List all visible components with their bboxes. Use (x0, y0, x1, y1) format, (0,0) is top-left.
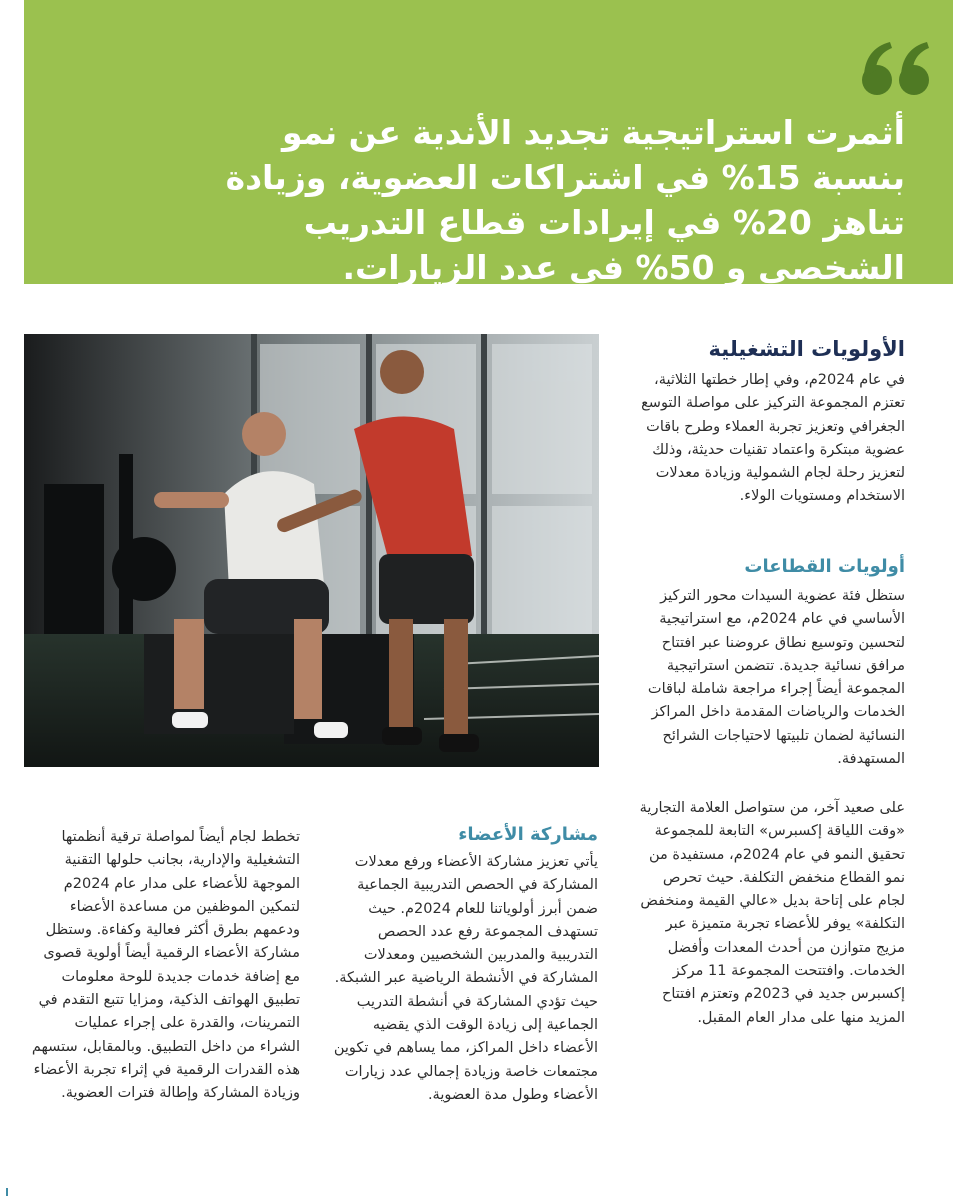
operational-priorities-text: في عام 2024م، وفي إطار خطتها الثلاثية، تعتزم المجموعة التركيز على مواصلة التوسع الجغرافي وتعزيز تجربة العملاء وطرح باقات عضوية مبتكرة واعتماد تقنيات حديثة، وذلك لتعزيز رحلة لجام الشمولية وزيادة معدلات الاستخدام ومستويات الولاء. (641, 372, 905, 505)
sector-priorities-text: ستظل فئة عضوية السيدات محور التركيز الأساسي في عام 2024م، مع استراتيجية لتحسين وتوسيع نطاق عروضنا عبر افتتاح مرافق نسائية جديدة. تتضمن استراتيجية المجموعة أيضاً إجراء مراجعة شاملة لباقات الخدمات والرياضات المقدمة داخل المراكز النسائية لضمان تلبيتها لاحتياجات الشرائح المستهدفة. (647, 588, 905, 768)
gym-training-photo (24, 334, 599, 767)
member-engagement-text: يأتي تعزيز مشاركة الأعضاء ورفع معدلات المشاركة في الحصص التدريبية الجماعية ضمن أبرز أولوياتنا للعام 2024م. حيث تستهدف المجموعة رفع عدد الحصص التدريبية والمدربين الشخصيين ومعدلات المشاركة في الأنشطة الرياضية عبر الشبكة. حيث تؤدي المشاركة في أنشطة التدريب الجماعية إلى زيادة الوقت الذي يقضيه الأعضاء داخل المراكز، مما يساهم في تكوين مجتمعات خاصة وزيادة إجمالي عدد زيارات الأعضاء وطول مدة العضوية. (333, 854, 598, 1103)
member-engagement-heading: مشاركة الأعضاء (458, 824, 598, 845)
sector-priorities-section (633, 556, 905, 771)
express-brand-section (633, 797, 905, 1030)
pull-quote: أثمرت استراتيجية تجديد الأندية عن نمو بنسبة 15% في اشتراكات العضوية، وزيادة تناهز 20% في إيرادات قطاع التدريب الشخصي و 50% في عدد الزيارات. (225, 113, 905, 287)
quote-banner (24, 0, 953, 287)
sector-priorities-heading: أولويات القطاعات (744, 556, 905, 577)
operational-priorities-section (633, 337, 905, 509)
digital-systems-section (30, 826, 300, 1106)
member-engagement-section (328, 824, 598, 1107)
digital-systems-text: تخطط لجام أيضاً لمواصلة ترقية أنظمتها التشغيلية والإدارية، بجانب حلولها التقنية الموجهة للأعضاء على مدار عام 2024م لتمكين الموظفين من مساعدة الأعضاء ودعمهم بطرق أكثر فعالية وكفاءة. وستظل مشاركة الأعضاء الرقمية أيضاً أولوية قصوى مع إضافة خدمات جديدة للوحة معلومات تطبيق الهواتف الذكية، ومزايا تتبع التقدم في التمرينات، والقدرة على إجراء عمليات الشراء من داخل التطبيق. وبالمقابل، ستسهم هذه القدرات الرقمية في إثراء تجربة الأعضاء وزيادة المشاركة وإطالة فترات العضوية. (31, 829, 300, 1102)
page-edge-mark (6, 1188, 8, 1196)
quote-mark-icon (860, 40, 932, 100)
express-brand-text: على صعيد آخر، من ستواصل العلامة التجارية «وقت اللياقة إكسبرس» التابعة للمجموعة تحقيق النمو في عام 2024م، مستفيدة من نمو القطاع منخفض التكلفة. حيث تحرص لجام على إتاحة بديل «عالي القيمة ومنخفض التكلفة» يوفر للأعضاء تجربة متميزة عبر مزيج متوازن من أحدث المعدات وأفضل الخدمات. وافتتحت المجموعة 11 مركز إكسبرس جديد في 2023م وتعتزم افتتاح المزيد منها على مدار العام المقبل. (639, 800, 905, 1026)
operational-priorities-heading: الأولويات التشغيلية (708, 337, 905, 361)
